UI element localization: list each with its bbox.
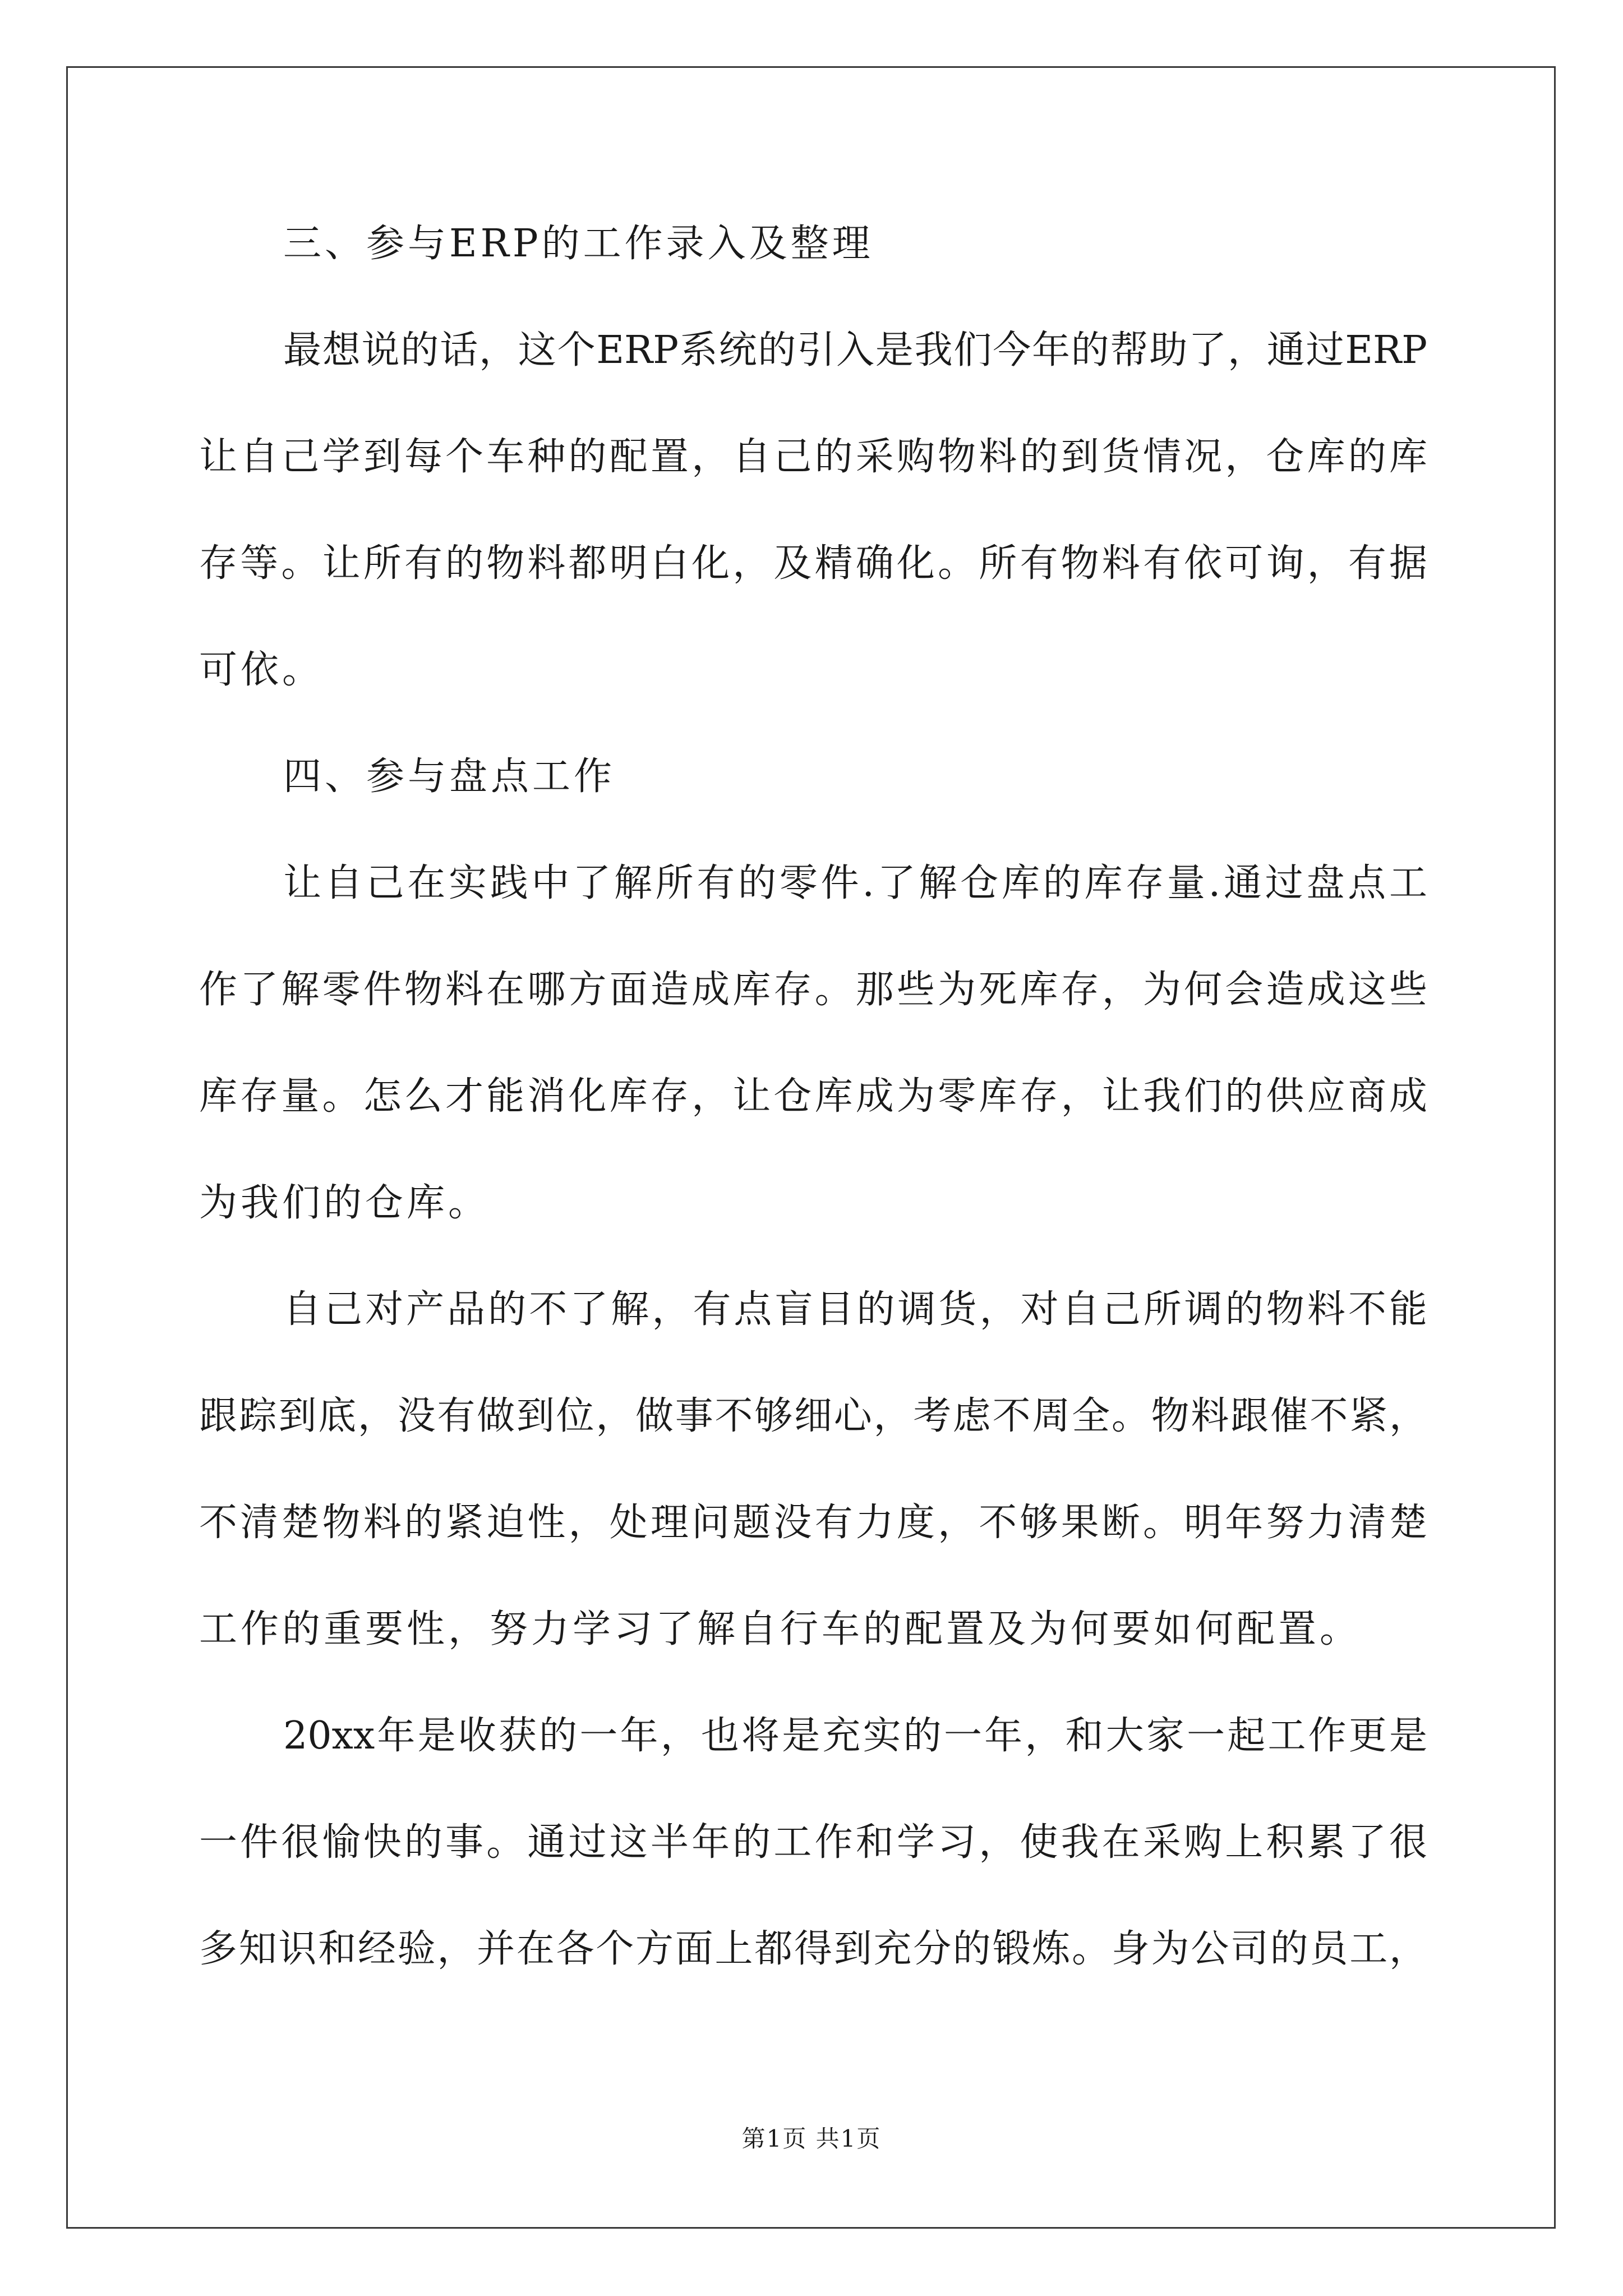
page-footer: 第1页 共1页 xyxy=(741,2125,882,2152)
section-heading-4: 四、参与盘点工作 xyxy=(283,754,616,799)
paragraph-line: 跟踪到底，没有做到位，做事不够细心，考虑不周全。物料跟催不紧， xyxy=(199,1394,1427,1438)
paragraph-line: 工作的重要性，努力学习了解自行车的配置及为何要如何配置。 xyxy=(199,1607,1362,1651)
paragraph-line: 不清楚物料的紧迫性，处理问题没有力度，不够果断。明年努力清楚 xyxy=(199,1501,1427,1545)
paragraph-line: 自己对产品的不了解，有点盲目的调货，对自己所调的物料不能 xyxy=(283,1287,1427,1332)
paragraph-line: 让自己学到每个车种的配置，自己的采购物料的到货情况，仓库的库 xyxy=(199,435,1427,479)
paragraph-line: 20xx年是收获的一年，也将是充实的一年，和大家一起工作更是 xyxy=(283,1714,1427,1758)
section-heading-3: 三、参与ERP的工作录入及整理 xyxy=(283,222,874,266)
paragraph-line: 多知识和经验，并在各个方面上都得到充分的锻炼。身为公司的员工， xyxy=(199,1927,1427,1971)
paragraph-line: 存等。让所有的物料都明白化，及精确化。所有物料有依可询，有据 xyxy=(199,541,1427,586)
paragraph-line: 最想说的话，这个ERP系统的引入是我们今年的帮助了，通过ERP xyxy=(283,328,1427,372)
paragraph-line: 库存量。怎么才能消化库存，让仓库成为零库存，让我们的供应商成 xyxy=(199,1074,1427,1119)
paragraph-line: 作了解零件物料在哪方面造成库存。那些为死库存，为何会造成这些 xyxy=(199,968,1427,1012)
paragraph-line: 一件很愉快的事。通过这半年的工作和学习，使我在采购上积累了很 xyxy=(199,1820,1427,1865)
paragraph-line: 让自己在实践中了解所有的零件.了解仓库的库存量.通过盘点工 xyxy=(283,861,1427,905)
page-border xyxy=(66,66,1556,2229)
paragraph-line: 可依。 xyxy=(199,648,324,692)
paragraph-line: 为我们的仓库。 xyxy=(199,1181,490,1225)
